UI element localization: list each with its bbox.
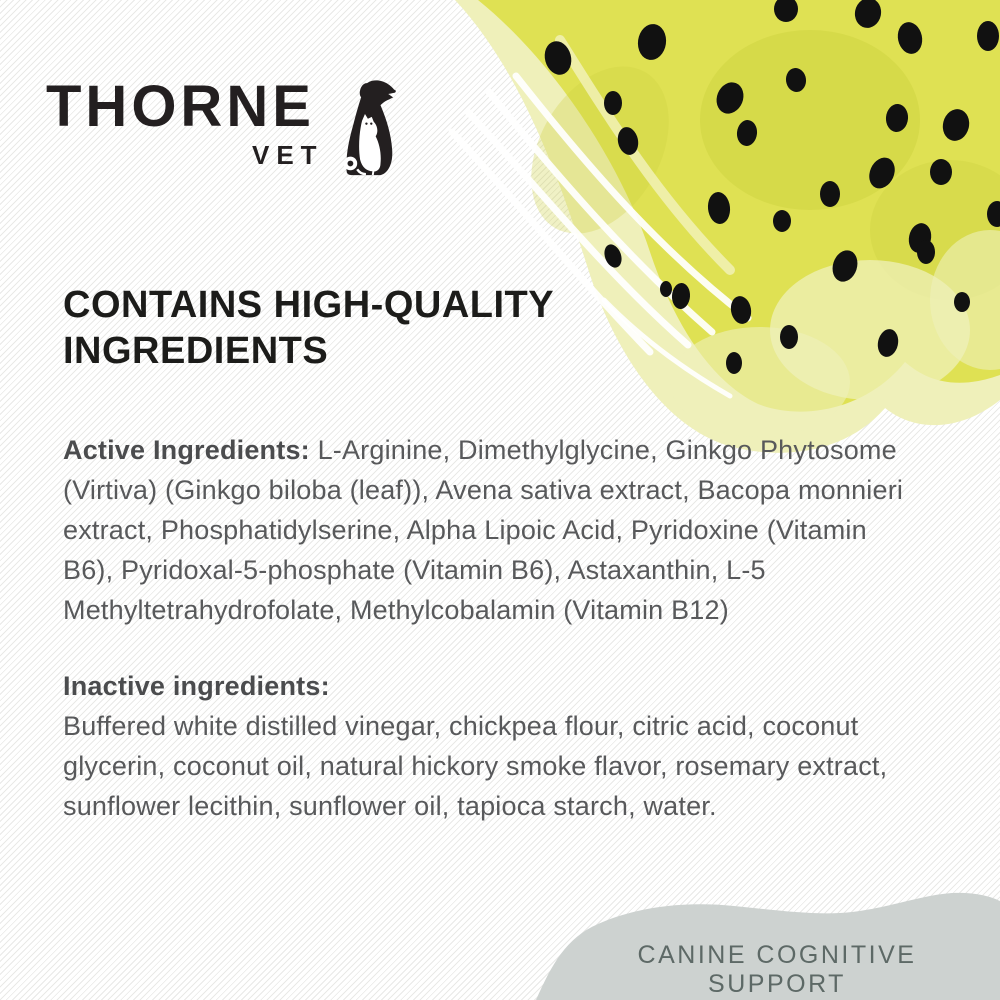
section-heading: CONTAINS HIGH-QUALITY INGREDIENTS (63, 284, 554, 373)
brand-logo (46, 74, 416, 198)
watercolor-splash (420, 0, 1000, 460)
active-ingredients-paragraph (63, 430, 913, 630)
ingredients-copy (63, 430, 913, 826)
active-ingredients-label: Active Ingredients: (63, 435, 310, 465)
brand-name: THORNE (46, 74, 315, 139)
badge-label: CANINE COGNITIVE SUPPORT (637, 941, 917, 998)
dog-cat-logo-icon (330, 78, 398, 180)
inactive-ingredients-label: Inactive ingredients: (63, 671, 330, 701)
active-ingredients-text: L-Arginine, Dimethylglycine, Ginkgo Phytosome (Virtiva) (Ginkgo biloba (leaf)), Avena sativa extract, Bacopa monnieri extract, Phosphatidylserine, Alpha Lipoic Acid, Pyridoxine (Vitamin B6), Pyridoxal-5-phosphate (Vitamin B6), Astaxanthin, L-5 Methyltetrahydrofolate, Methylcobalamin (Vitamin B12) (63, 435, 904, 625)
inactive-ingredients-text: Buffered white distilled vinegar, chickpea flour, citric acid, coconut glycerin, coconut oil, natural hickory smoke flavor, rosemary extract, sunflower lecithin, sunflower oil, tapioca starch, water. (63, 711, 888, 821)
brand-sub-name: VET (252, 140, 324, 170)
inactive-ingredients-paragraph (63, 666, 913, 826)
